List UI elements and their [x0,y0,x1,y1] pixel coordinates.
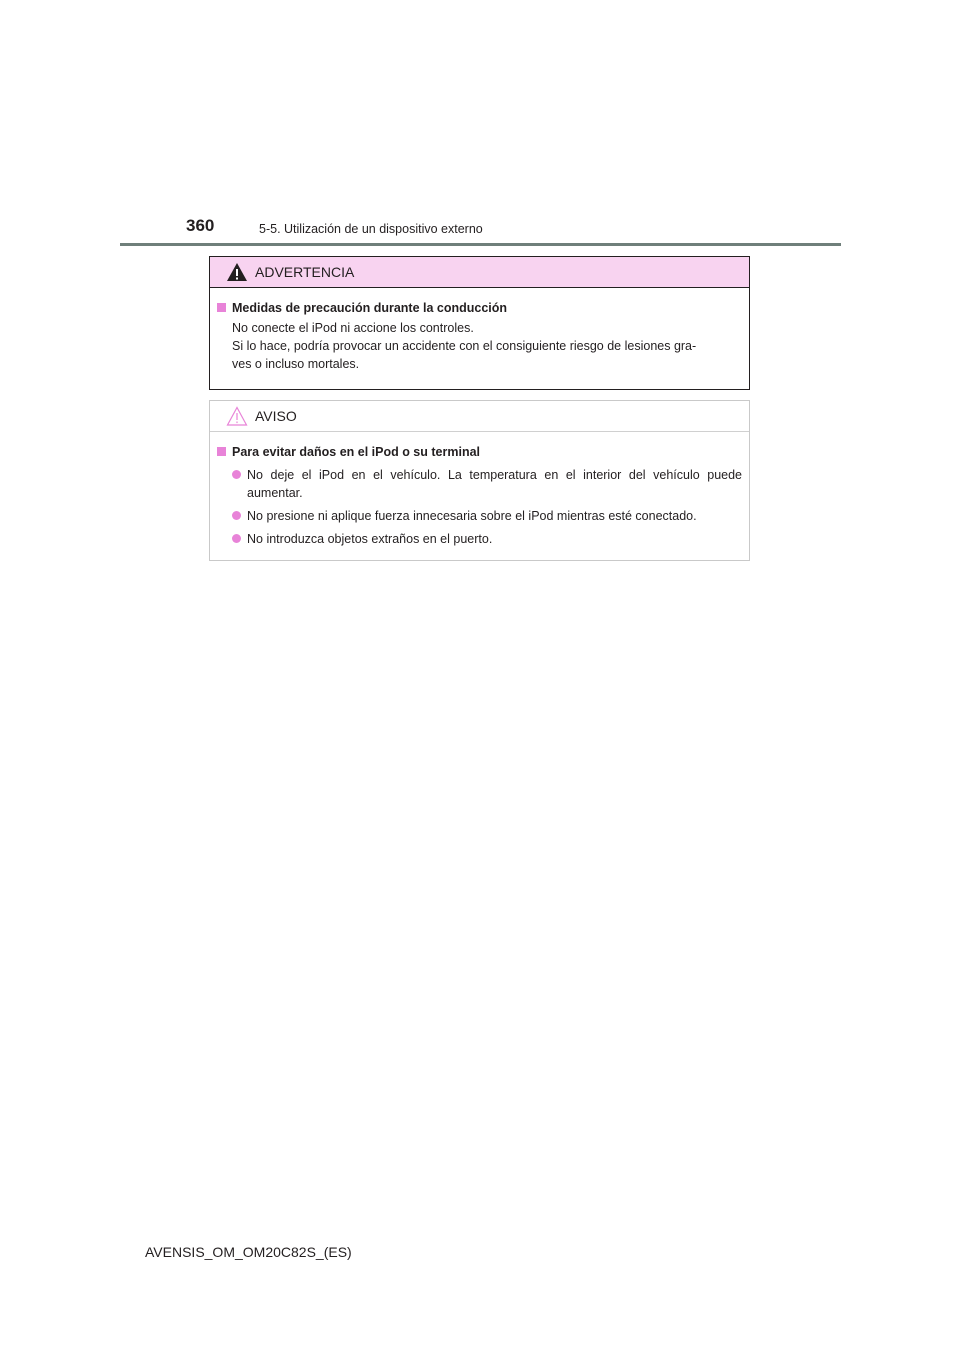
square-bullet-icon [217,447,226,456]
notice-box [209,400,750,561]
circle-bullet-icon [232,511,241,520]
warning-heading-text: Medidas de precaución durante la conducción [232,301,508,315]
warning-line-3: ves o incluso mortales. [232,357,360,371]
circle-bullet-icon [232,470,241,479]
header-rule [120,243,841,246]
warning-box [209,256,750,390]
notice-heading [217,443,742,461]
notice-heading-text: Para evitar daños en el iPod o su terminal [232,445,480,459]
warning-line-2: Si lo hace, podría provocar un accidente con el consiguiente riesgo de lesiones gra- [232,339,697,353]
caution-triangle-icon [226,406,248,426]
section-title: 5-5. Utilización de un dispositivo externo [259,222,483,236]
list-item [232,530,742,548]
list-item-text: No introduzca objetos extraños en el puerto. [247,532,493,546]
notice-box-header [210,401,749,432]
footer-code: AVENSIS_OM_OM20C82S_(ES) [145,1244,352,1260]
list-item [232,507,742,525]
list-item-text: No deje el iPod en el vehículo. La temperatura en el interior del vehículo puede aumentar. [247,468,742,500]
notice-label: AVISO [255,408,297,424]
square-bullet-icon [217,303,226,312]
warning-box-header [210,257,749,288]
warning-line-1: No conecte el iPod ni accione los controles. [232,321,474,335]
warning-label: ADVERTENCIA [255,264,355,280]
list-item-text: No presione ni aplique fuerza innecesaria sobre el iPod mientras esté conectado. [247,509,697,523]
page-number: 360 [186,216,215,235]
warning-triangle-icon [226,262,248,282]
list-item [232,466,742,502]
circle-bullet-icon [232,534,241,543]
warning-heading [217,299,742,317]
